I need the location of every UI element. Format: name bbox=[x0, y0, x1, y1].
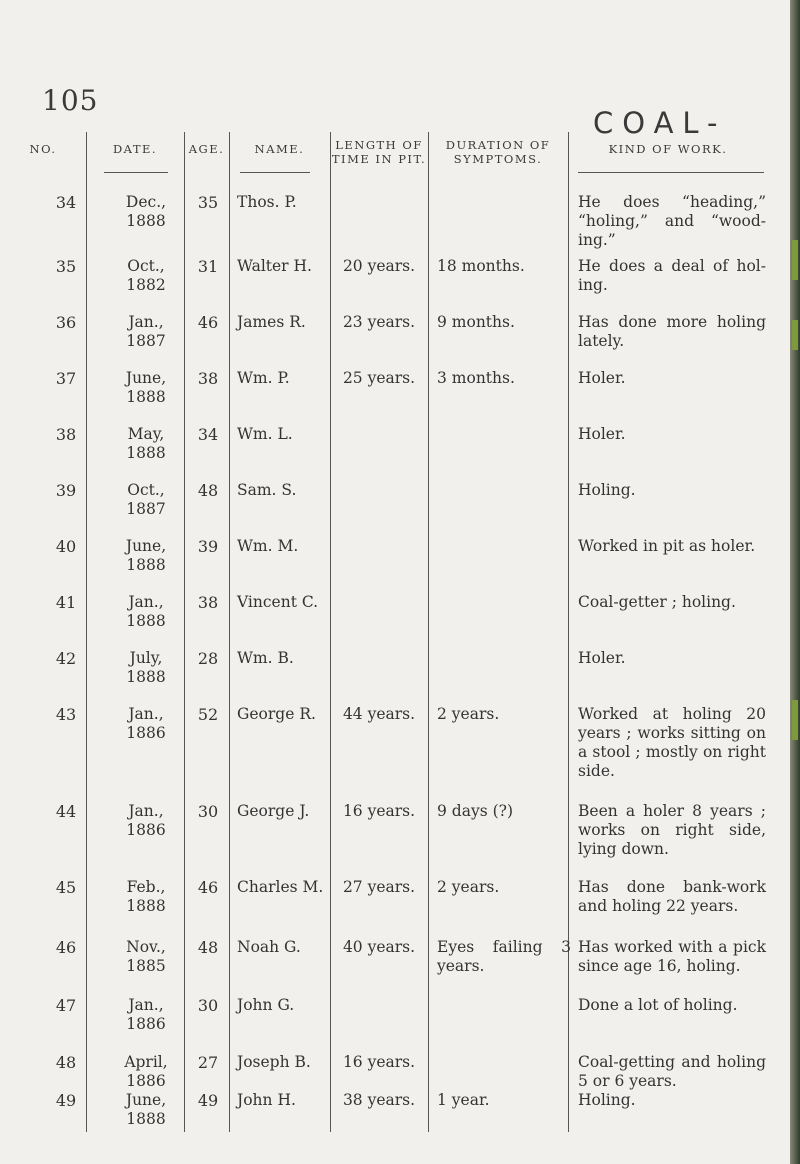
row-age: 48 bbox=[197, 938, 219, 957]
page-edge-mark bbox=[792, 320, 798, 350]
row-name: George R. bbox=[237, 705, 316, 723]
row-date: June, 1888 bbox=[125, 537, 167, 574]
row-date: Oct., 1887 bbox=[126, 481, 166, 518]
row-age: 38 bbox=[197, 593, 219, 612]
row-work: Has done more holing lately. bbox=[578, 313, 766, 350]
row-work: Done a lot of holing. bbox=[578, 996, 738, 1014]
column-rule bbox=[428, 132, 429, 1132]
header-underline bbox=[104, 172, 168, 173]
row-no: 44 bbox=[55, 802, 77, 821]
row-no: 40 bbox=[55, 537, 77, 556]
row-work: Been a holer 8 years ; works on right side, lying down. bbox=[578, 802, 766, 858]
row-work: Holing. bbox=[578, 1091, 636, 1109]
header-name: NAME. bbox=[254, 142, 305, 156]
row-date: June, 1888 bbox=[125, 369, 167, 406]
row-work: Holer. bbox=[578, 425, 626, 443]
header-no: NO. bbox=[29, 142, 57, 156]
header-work: KIND OF WORK. bbox=[608, 142, 728, 156]
running-head: COAL- bbox=[593, 106, 727, 140]
row-name: Wm. M. bbox=[237, 537, 299, 555]
row-name: Sam. S. bbox=[237, 481, 297, 499]
row-age: 48 bbox=[197, 481, 219, 500]
row-name: Walter H. bbox=[237, 257, 312, 275]
row-work: Has done bank-work and holing 22 years. bbox=[578, 878, 766, 915]
row-work: He does a deal of hol-ing. bbox=[578, 257, 766, 294]
row-no: 49 bbox=[55, 1091, 77, 1110]
row-date: April, 1886 bbox=[124, 1053, 168, 1090]
row-no: 34 bbox=[55, 193, 77, 212]
row-age: 49 bbox=[197, 1091, 219, 1110]
page-edge bbox=[790, 0, 800, 1164]
row-age: 34 bbox=[197, 425, 219, 444]
row-length: 20 years. bbox=[342, 257, 416, 275]
row-no: 47 bbox=[55, 996, 77, 1015]
row-length: 38 years. bbox=[342, 1091, 416, 1109]
row-work: Holer. bbox=[578, 369, 626, 387]
row-age: 35 bbox=[197, 193, 219, 212]
row-no: 41 bbox=[55, 593, 77, 612]
row-age: 52 bbox=[197, 705, 219, 724]
row-date: May, 1888 bbox=[126, 425, 166, 462]
row-work: Worked at holing 20 years ; works sitting on a stool ; mostly on right side. bbox=[578, 705, 766, 780]
row-duration: 9 months. bbox=[437, 313, 515, 331]
row-date: Jan., 1886 bbox=[126, 705, 166, 742]
row-name: James R. bbox=[237, 313, 306, 331]
column-rule bbox=[229, 132, 230, 1132]
row-duration: 2 years. bbox=[437, 878, 500, 896]
page-edge-mark bbox=[792, 700, 798, 740]
page-number: 105 bbox=[42, 84, 99, 117]
row-age: 46 bbox=[197, 878, 219, 897]
row-work: Coal-getter ; holing. bbox=[578, 593, 736, 611]
row-work: Worked in pit as holer. bbox=[578, 537, 756, 555]
row-length: 16 years. bbox=[342, 802, 416, 820]
row-name: Noah G. bbox=[237, 938, 301, 956]
row-name: Charles M. bbox=[237, 878, 324, 896]
row-date: June, 1888 bbox=[125, 1091, 167, 1128]
row-work: Has worked with a pick since age 16, holing. bbox=[578, 938, 766, 975]
row-length: 23 years. bbox=[342, 313, 416, 331]
row-length: 44 years. bbox=[342, 705, 416, 723]
column-rule bbox=[184, 132, 185, 1132]
column-rule bbox=[568, 132, 569, 1132]
column-rule bbox=[330, 132, 331, 1132]
row-age: 30 bbox=[197, 996, 219, 1015]
row-no: 42 bbox=[55, 649, 77, 668]
row-length: 27 years. bbox=[342, 878, 416, 896]
row-name: Joseph B. bbox=[237, 1053, 311, 1071]
row-name: Wm. P. bbox=[237, 369, 290, 387]
row-age: 46 bbox=[197, 313, 219, 332]
header-underline bbox=[578, 172, 764, 173]
row-length: 16 years. bbox=[342, 1053, 416, 1071]
row-duration: 2 years. bbox=[437, 705, 500, 723]
row-name: Wm. L. bbox=[237, 425, 293, 443]
row-name: Thos. P. bbox=[237, 193, 297, 211]
row-no: 39 bbox=[55, 481, 77, 500]
coal-miners-table bbox=[0, 132, 800, 1132]
row-date: Jan., 1887 bbox=[126, 313, 166, 350]
row-no: 45 bbox=[55, 878, 77, 897]
header-underline bbox=[240, 172, 310, 173]
row-date: July, 1888 bbox=[126, 649, 166, 686]
row-date: Jan., 1886 bbox=[126, 802, 166, 839]
page-edge-mark bbox=[792, 240, 798, 280]
row-no: 35 bbox=[55, 257, 77, 276]
row-name: Wm. B. bbox=[237, 649, 294, 667]
row-date: Nov., 1885 bbox=[126, 938, 166, 975]
header-date: DATE. bbox=[112, 142, 158, 156]
row-age: 38 bbox=[197, 369, 219, 388]
row-name: George J. bbox=[237, 802, 310, 820]
header-length: LENGTH OF TIME IN PIT. bbox=[331, 138, 427, 166]
row-no: 36 bbox=[55, 313, 77, 332]
row-duration: 18 months. bbox=[437, 257, 525, 275]
row-age: 31 bbox=[197, 257, 219, 276]
row-work: Holer. bbox=[578, 649, 626, 667]
row-name: Vincent C. bbox=[237, 593, 319, 611]
row-no: 38 bbox=[55, 425, 77, 444]
header-age: AGE. bbox=[188, 142, 225, 156]
row-work: Coal-getting and holing 5 or 6 years. bbox=[578, 1053, 766, 1090]
row-no: 48 bbox=[55, 1053, 77, 1072]
row-work: Holing. bbox=[578, 481, 636, 499]
row-length: 40 years. bbox=[342, 938, 416, 956]
row-age: 28 bbox=[197, 649, 219, 668]
row-name: John G. bbox=[237, 996, 295, 1014]
column-rule bbox=[86, 132, 87, 1132]
row-duration: 9 days (?) bbox=[437, 802, 513, 820]
header-duration: DURATION OF SYMPTOMS. bbox=[445, 138, 551, 166]
row-date: Feb., 1888 bbox=[126, 878, 166, 915]
row-duration: Eyes failing 3 years. bbox=[437, 938, 571, 975]
row-date: Oct., 1882 bbox=[126, 257, 166, 294]
row-age: 39 bbox=[197, 537, 219, 556]
row-age: 27 bbox=[197, 1053, 219, 1072]
row-work: He does “heading,” “holing,” and “wood-ing.” bbox=[578, 193, 766, 249]
row-duration: 1 year. bbox=[437, 1091, 490, 1109]
row-no: 43 bbox=[55, 705, 77, 724]
row-date: Dec., 1888 bbox=[125, 193, 167, 230]
row-age: 30 bbox=[197, 802, 219, 821]
row-date: Jan., 1888 bbox=[126, 593, 166, 630]
row-duration: 3 months. bbox=[437, 369, 515, 387]
row-date: Jan., 1886 bbox=[126, 996, 166, 1033]
row-no: 37 bbox=[55, 369, 77, 388]
row-no: 46 bbox=[55, 938, 77, 957]
row-name: John H. bbox=[237, 1091, 296, 1109]
row-length: 25 years. bbox=[342, 369, 416, 387]
